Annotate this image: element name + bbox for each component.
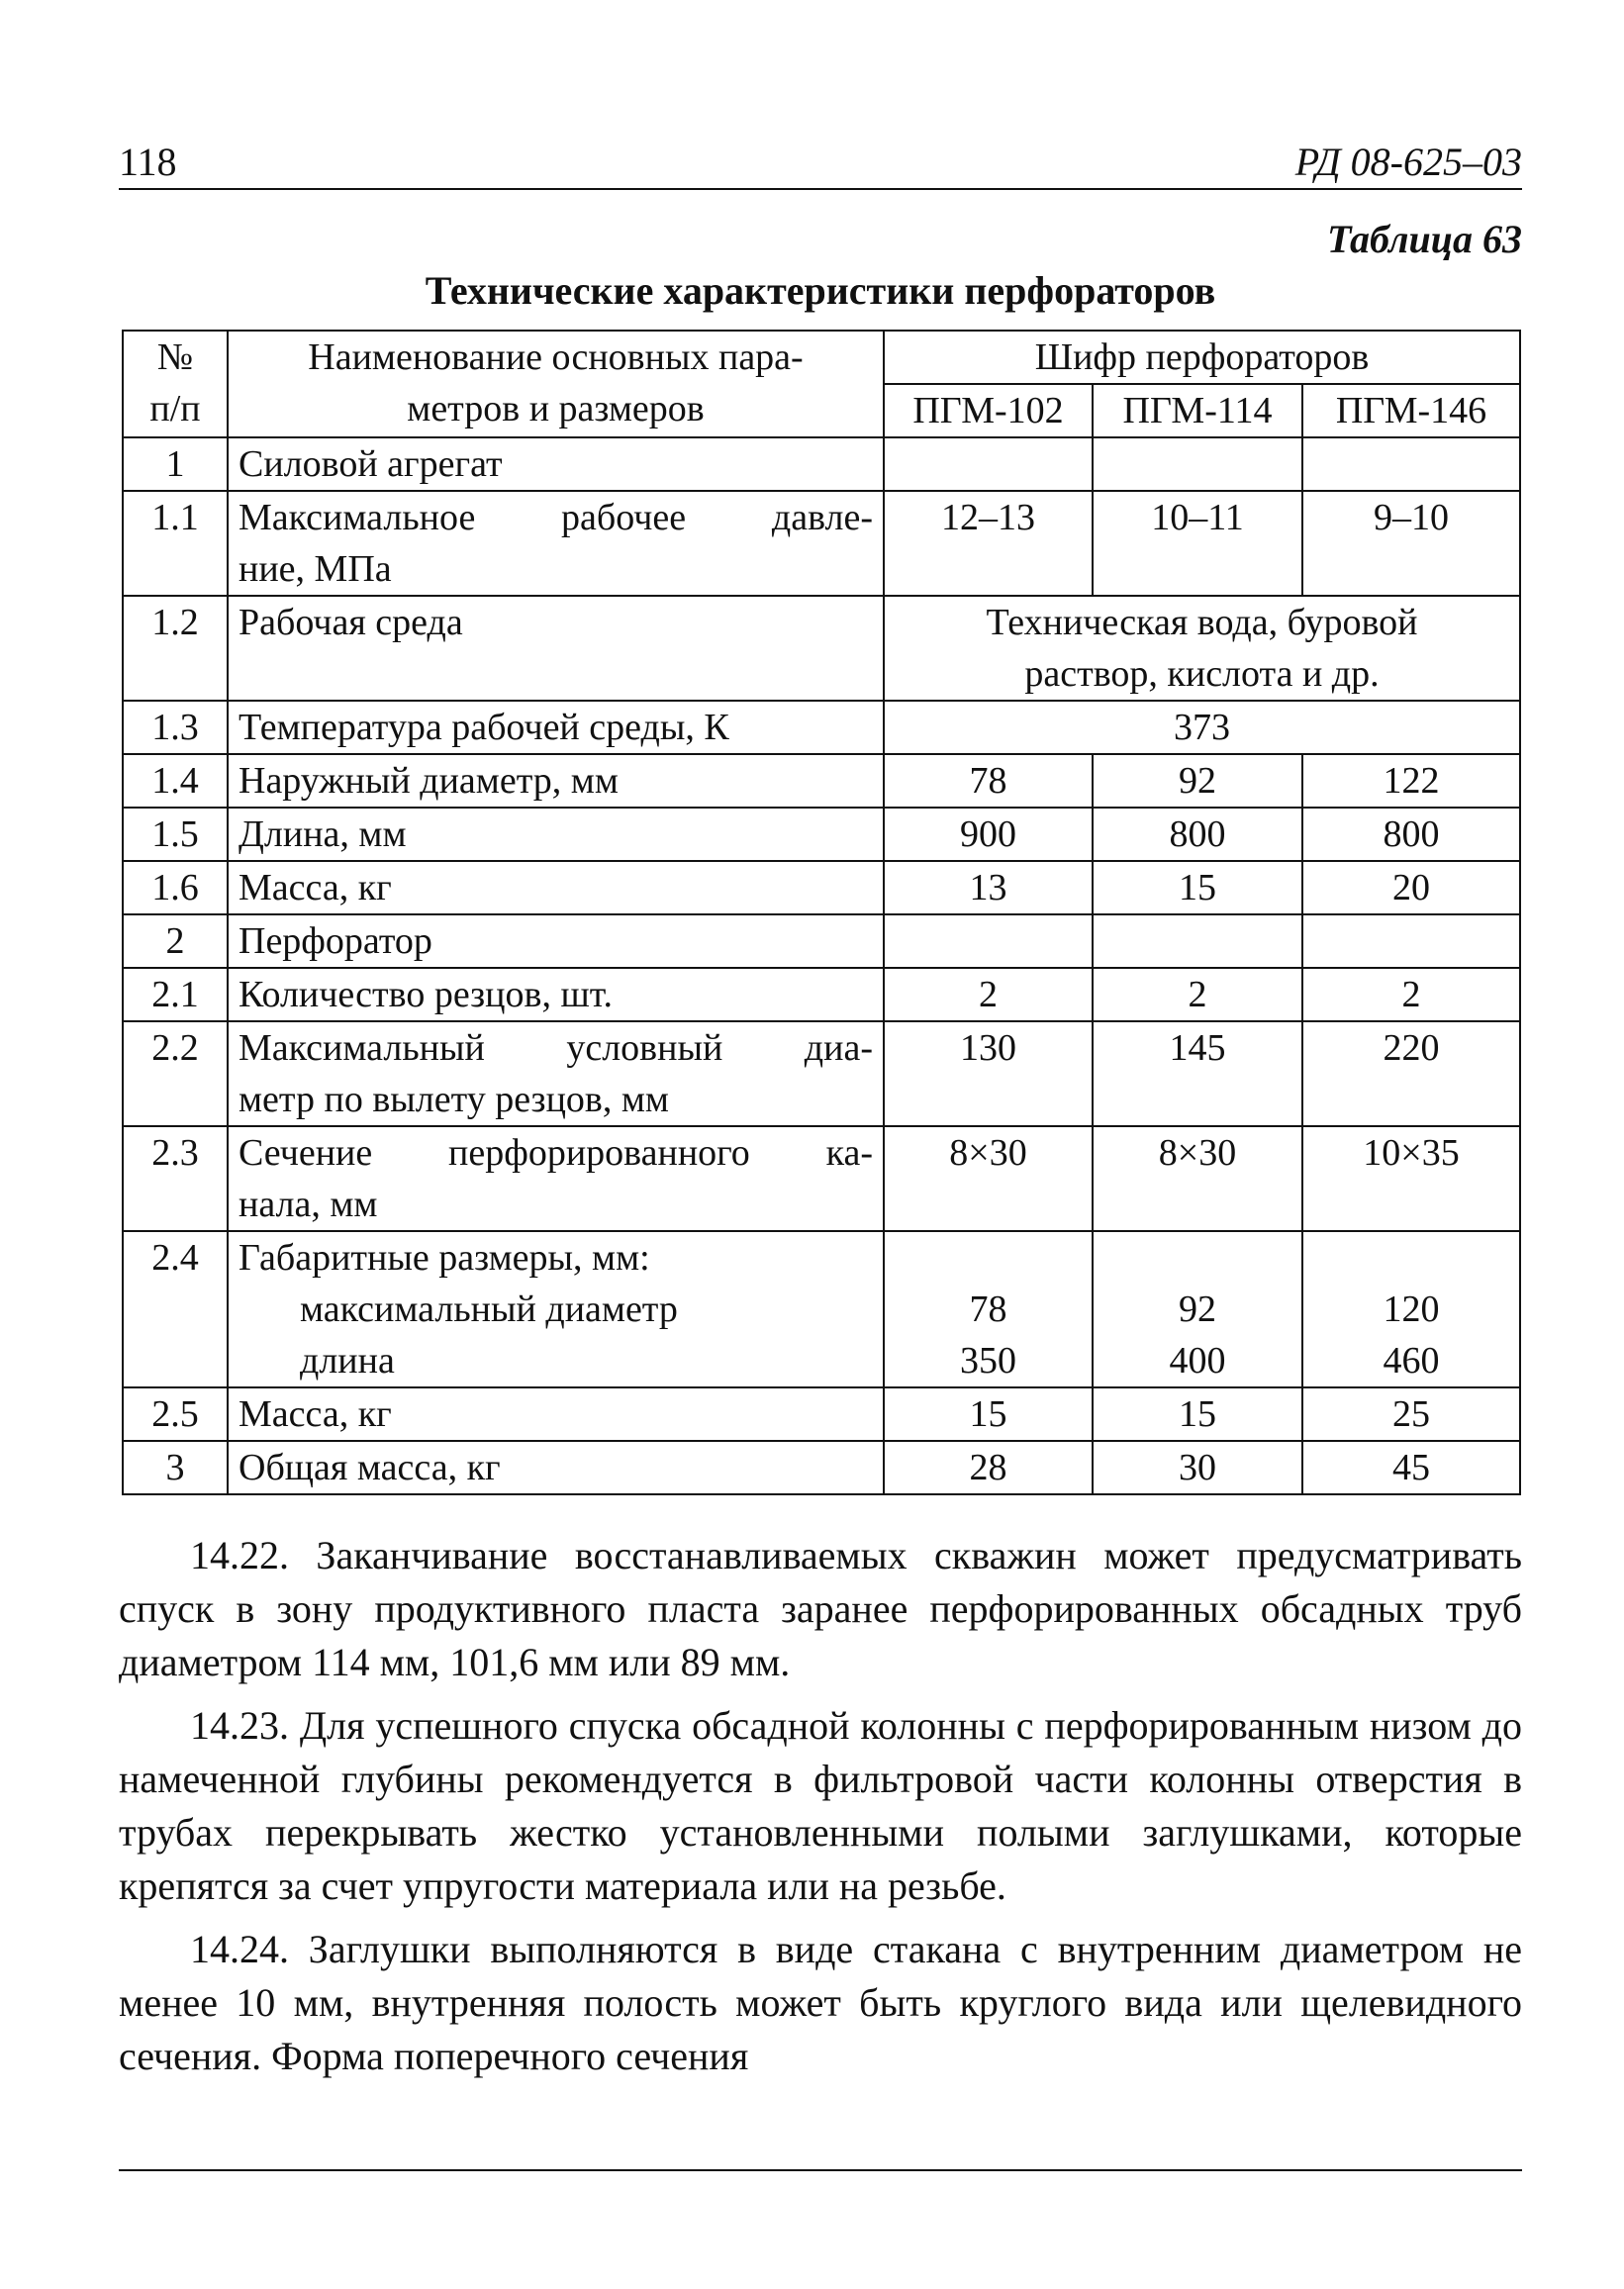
table-row xyxy=(123,1126,1520,1231)
row-value-sub1: 92 xyxy=(1179,1288,1216,1330)
table-row xyxy=(123,754,1520,808)
row-param-line2: метр по вылету резцов, мм xyxy=(239,1079,669,1120)
row-value xyxy=(1093,437,1302,491)
row-value-sub1: 78 xyxy=(969,1288,1007,1330)
header-param-line2: метров и размеров xyxy=(407,388,705,429)
row-param: Силовой агрегат xyxy=(228,437,884,491)
row-value: 25 xyxy=(1302,1387,1520,1441)
header-num-line2: п/п xyxy=(149,388,201,429)
row-value xyxy=(1302,914,1520,968)
row-param-line2: ние, МПа xyxy=(239,548,392,590)
row-num: 2.5 xyxy=(123,1387,228,1441)
row-param: Перфоратор xyxy=(228,914,884,968)
header-model: ПГМ-102 xyxy=(884,384,1093,437)
row-merged-value xyxy=(884,596,1520,701)
merged-line2: раствор, кислота и др. xyxy=(1024,653,1380,695)
row-param-line2: нала, мм xyxy=(239,1184,378,1225)
row-param-sub2: длина xyxy=(300,1340,395,1382)
body-text xyxy=(119,1529,1522,2093)
table-row xyxy=(123,437,1520,491)
row-value: 20 xyxy=(1302,861,1520,914)
row-value xyxy=(884,437,1093,491)
header-num-line1: № xyxy=(156,336,194,378)
row-value: 800 xyxy=(1093,808,1302,861)
row-value: 15 xyxy=(1093,1387,1302,1441)
paragraph-14-24: 14.24. Заглушки выполняются в виде стакана с внутренним диаметром не менее 10 мм, внутренняя полость может быть круглого вида или щелевидного сечения. Форма поперечного сечения xyxy=(119,1927,1522,2078)
table-row xyxy=(123,1021,1520,1126)
header-group: Шифр перфораторов xyxy=(884,331,1520,384)
header-model: ПГМ-146 xyxy=(1302,384,1520,437)
row-param: Масса, кг xyxy=(228,861,884,914)
row-value: 10×35 xyxy=(1302,1126,1520,1231)
table-header-row xyxy=(123,331,1520,384)
row-value: 2 xyxy=(1302,968,1520,1021)
row-param-sub1: максимальный диаметр xyxy=(300,1288,678,1330)
row-param: Количество резцов, шт. xyxy=(228,968,884,1021)
row-value: 900 xyxy=(884,808,1093,861)
table-row xyxy=(123,491,1520,596)
row-num: 1.2 xyxy=(123,596,228,701)
row-value: 78 xyxy=(884,754,1093,808)
spec-table xyxy=(122,330,1521,1495)
row-num: 1.5 xyxy=(123,808,228,861)
paragraph-14-22: 14.22. Заканчивание восстанавливаемых скважин может предусматривать спуск в зону продуктивного пласта заранее перфорированных обсадных труб диаметром 114 мм, 101,6 мм или 89 мм. xyxy=(119,1533,1522,1684)
row-value xyxy=(1093,1231,1302,1387)
row-param: Температура рабочей среды, К xyxy=(228,701,884,754)
row-value xyxy=(1302,437,1520,491)
row-value: 2 xyxy=(884,968,1093,1021)
document-code: РД 08-625–03 xyxy=(1294,140,1522,184)
row-param: Рабочая среда xyxy=(228,596,884,701)
row-param-line1: Максимальное рабочее давле- xyxy=(239,497,873,538)
table-title: Технические характеристики перфораторов xyxy=(425,268,1216,313)
row-value: 2 xyxy=(1093,968,1302,1021)
row-value: 9–10 xyxy=(1302,491,1520,596)
table-label: Таблица 63 xyxy=(1327,217,1522,261)
row-value: 12–13 xyxy=(884,491,1093,596)
table-row xyxy=(123,1441,1520,1494)
paragraph-14-23: 14.23. Для успешного спуска обсадной колонны с перфорированным низом до намеченной глубины рекомендуется в фильтровой части колонны отверстия в трубах перекрывать жестко установленными полыми заглушками, которые крепятся за счет упругости материала или на резьбе. xyxy=(119,1703,1522,1908)
row-value: 122 xyxy=(1302,754,1520,808)
table-row xyxy=(123,861,1520,914)
table-row xyxy=(123,968,1520,1021)
header-num xyxy=(123,331,228,437)
row-value: 10–11 xyxy=(1093,491,1302,596)
table-row xyxy=(123,1231,1520,1387)
row-num: 1.6 xyxy=(123,861,228,914)
row-value-sub2: 350 xyxy=(960,1340,1016,1382)
row-num: 2 xyxy=(123,914,228,968)
row-value: 8×30 xyxy=(884,1126,1093,1231)
row-value: 13 xyxy=(884,861,1093,914)
header-param xyxy=(228,331,884,437)
row-num: 1 xyxy=(123,437,228,491)
row-value: 45 xyxy=(1302,1441,1520,1494)
row-value: 800 xyxy=(1302,808,1520,861)
row-num: 1.3 xyxy=(123,701,228,754)
row-value xyxy=(1093,914,1302,968)
merged-line1: Техническая вода, буровой xyxy=(986,602,1418,643)
table-row xyxy=(123,1387,1520,1441)
table-row xyxy=(123,808,1520,861)
row-num: 2.4 xyxy=(123,1231,228,1387)
row-param-line1: Габаритные размеры, мм: xyxy=(239,1237,650,1279)
row-num: 2.3 xyxy=(123,1126,228,1231)
table-row xyxy=(123,914,1520,968)
row-value: 220 xyxy=(1302,1021,1520,1126)
row-param-line1: Максимальный условный диа- xyxy=(239,1027,873,1069)
row-value: 145 xyxy=(1093,1021,1302,1126)
page-number: 118 xyxy=(119,140,177,184)
row-param xyxy=(228,1021,884,1126)
row-value xyxy=(1302,1231,1520,1387)
row-param: Масса, кг xyxy=(228,1387,884,1441)
page-header xyxy=(119,137,1522,190)
row-value: 92 xyxy=(1093,754,1302,808)
row-num: 1.1 xyxy=(123,491,228,596)
row-value-sub2: 400 xyxy=(1169,1340,1226,1382)
row-value: 15 xyxy=(1093,861,1302,914)
row-param xyxy=(228,491,884,596)
row-param: Общая масса, кг xyxy=(228,1441,884,1494)
row-param: Наружный диаметр, мм xyxy=(228,754,884,808)
row-value: 8×30 xyxy=(1093,1126,1302,1231)
row-num: 2.1 xyxy=(123,968,228,1021)
row-num: 1.4 xyxy=(123,754,228,808)
row-value xyxy=(884,1231,1093,1387)
row-param xyxy=(228,1231,884,1387)
row-param-line1: Сечение перфорированного ка- xyxy=(239,1132,873,1174)
bottom-rule xyxy=(119,2169,1522,2171)
row-value: 30 xyxy=(1093,1441,1302,1494)
table-row xyxy=(123,701,1520,754)
row-value: 15 xyxy=(884,1387,1093,1441)
row-value-sub2: 460 xyxy=(1383,1340,1440,1382)
row-param xyxy=(228,1126,884,1231)
header-model: ПГМ-114 xyxy=(1093,384,1302,437)
header-param-line1: Наименование основных пара- xyxy=(308,336,804,378)
row-num: 3 xyxy=(123,1441,228,1494)
row-value: 130 xyxy=(884,1021,1093,1126)
row-value: 28 xyxy=(884,1441,1093,1494)
row-num: 2.2 xyxy=(123,1021,228,1126)
row-value xyxy=(884,914,1093,968)
table-row xyxy=(123,596,1520,701)
row-param: Длина, мм xyxy=(228,808,884,861)
row-merged-value: 373 xyxy=(884,701,1520,754)
row-value-sub1: 120 xyxy=(1383,1288,1440,1330)
